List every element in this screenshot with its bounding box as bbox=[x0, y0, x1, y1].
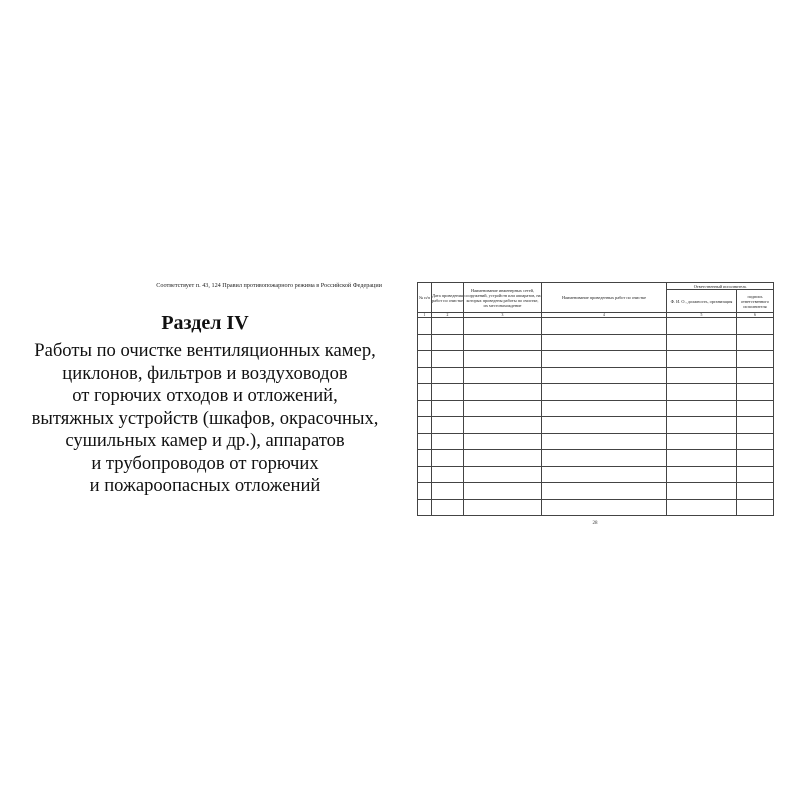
table-cell bbox=[542, 433, 667, 450]
column-number: 4 bbox=[542, 313, 667, 318]
table-cell bbox=[737, 318, 774, 335]
header-number: № п/п bbox=[418, 283, 432, 313]
table-cell bbox=[737, 334, 774, 351]
table-row bbox=[418, 466, 774, 483]
table-cell bbox=[667, 483, 737, 500]
table-cell bbox=[667, 351, 737, 368]
table-cell bbox=[542, 450, 667, 467]
header-responsible-group: Ответственный исполнитель bbox=[667, 283, 774, 290]
header-date: Дата проведения работ по очистке bbox=[432, 283, 464, 313]
table-cell bbox=[418, 367, 432, 384]
table-row bbox=[418, 351, 774, 368]
table-cell bbox=[432, 351, 464, 368]
table-cell bbox=[667, 499, 737, 516]
section-line: сушильных камер и др.), аппаратов bbox=[65, 430, 345, 451]
section-line: вытяжных устройств (шкафов, окрасочных, bbox=[31, 407, 379, 429]
table-row bbox=[418, 400, 774, 417]
table-cell bbox=[542, 384, 667, 401]
table-cell bbox=[542, 351, 667, 368]
table-cell bbox=[432, 499, 464, 516]
table-cell bbox=[418, 334, 432, 351]
table-row bbox=[418, 384, 774, 401]
table-cell bbox=[418, 384, 432, 401]
table-row bbox=[418, 318, 774, 335]
regulation-reference: Соответствует п. 43, 124 Правил противопожарного режима в Российской Федерации bbox=[156, 282, 382, 289]
table-cell bbox=[737, 400, 774, 417]
table-cell bbox=[464, 334, 542, 351]
table-cell bbox=[667, 450, 737, 467]
table-cell bbox=[464, 384, 542, 401]
table-cell bbox=[737, 466, 774, 483]
table-cell bbox=[432, 466, 464, 483]
table-cell bbox=[464, 367, 542, 384]
section-line: Работы по очистке вентиляционных камер, bbox=[34, 340, 376, 361]
column-number: 5 bbox=[667, 313, 737, 318]
table-cell bbox=[542, 400, 667, 417]
table-cell bbox=[737, 433, 774, 450]
table-cell bbox=[542, 318, 667, 335]
table-cell bbox=[737, 384, 774, 401]
table-cell bbox=[737, 450, 774, 467]
table-cell bbox=[667, 384, 737, 401]
table-cell bbox=[737, 351, 774, 368]
header-work: Наименование проведенных работ по очистке bbox=[542, 283, 667, 313]
table-cell bbox=[542, 367, 667, 384]
table-cell bbox=[432, 318, 464, 335]
page-number: 28 bbox=[592, 521, 598, 526]
table-cell bbox=[464, 351, 542, 368]
table-cell bbox=[542, 417, 667, 434]
header-signature: подпись ответственного исполнителя bbox=[737, 290, 774, 313]
table-cell bbox=[418, 400, 432, 417]
table-row bbox=[418, 450, 774, 467]
section-line: и трубопроводов от горючих bbox=[91, 452, 319, 474]
table-cell bbox=[432, 334, 464, 351]
table-cell bbox=[667, 417, 737, 434]
table-cell bbox=[542, 499, 667, 516]
table-cell bbox=[667, 367, 737, 384]
table-cell bbox=[464, 466, 542, 483]
table-cell bbox=[418, 318, 432, 335]
table-cell bbox=[432, 384, 464, 401]
table-cell bbox=[464, 499, 542, 516]
table-cell bbox=[464, 318, 542, 335]
table-cell bbox=[464, 417, 542, 434]
column-number: 3 bbox=[464, 313, 542, 318]
cleaning-log-table bbox=[417, 282, 774, 516]
table-row bbox=[418, 334, 774, 351]
table-cell bbox=[432, 367, 464, 384]
table-cell bbox=[464, 450, 542, 467]
table-cell bbox=[432, 417, 464, 434]
table-cell bbox=[737, 367, 774, 384]
table-cell bbox=[432, 400, 464, 417]
table-cell bbox=[432, 450, 464, 467]
table-cell bbox=[418, 417, 432, 434]
table-cell bbox=[542, 483, 667, 500]
table-body bbox=[418, 318, 774, 516]
table-cell bbox=[737, 483, 774, 500]
column-number: 2 bbox=[432, 313, 464, 318]
table-cell bbox=[418, 483, 432, 500]
table-cell bbox=[667, 400, 737, 417]
left-page bbox=[20, 270, 390, 530]
table-cell bbox=[737, 417, 774, 434]
table-cell bbox=[432, 483, 464, 500]
right-page bbox=[410, 270, 780, 535]
table-cell bbox=[667, 334, 737, 351]
table-cell bbox=[432, 433, 464, 450]
column-number: 6 bbox=[737, 313, 774, 318]
table-cell bbox=[667, 433, 737, 450]
table-cell bbox=[464, 483, 542, 500]
table-row bbox=[418, 367, 774, 384]
table-cell bbox=[542, 334, 667, 351]
table-cell bbox=[464, 433, 542, 450]
header-equipment: Наименование инженерных сетей, сооружений, устройств или аппаратов, на которых проведены работы по очистке, их местонахождение bbox=[464, 283, 542, 313]
table-cell bbox=[464, 400, 542, 417]
table-row bbox=[418, 433, 774, 450]
table-cell bbox=[418, 351, 432, 368]
section-title: Раздел IV bbox=[161, 312, 249, 334]
table-cell bbox=[667, 466, 737, 483]
table-cell bbox=[418, 450, 432, 467]
table-cell bbox=[418, 499, 432, 516]
column-number: 1 bbox=[418, 313, 432, 318]
section-description bbox=[20, 340, 390, 498]
table-cell bbox=[418, 433, 432, 450]
table-row bbox=[418, 417, 774, 434]
table-cell bbox=[542, 466, 667, 483]
table-cell bbox=[667, 318, 737, 335]
section-line: циклонов, фильтров и воздуховодов bbox=[62, 362, 348, 384]
table-row bbox=[418, 483, 774, 500]
table-row bbox=[418, 499, 774, 516]
table-cell bbox=[418, 466, 432, 483]
table-cell bbox=[737, 499, 774, 516]
section-line: от горючих отходов и отложений, bbox=[72, 385, 338, 406]
header-name-position: Ф. И. О., должность, организация bbox=[667, 290, 737, 313]
section-line: и пожароопасных отложений bbox=[89, 475, 321, 496]
